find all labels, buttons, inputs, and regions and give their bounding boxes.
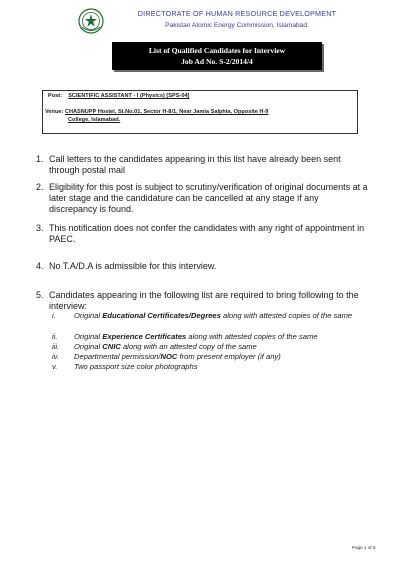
- sub-item-numeral: iii.: [52, 342, 60, 351]
- banner-title: List of Qualified Candidates for Interview: [148, 46, 286, 55]
- venue-row: [45, 109, 268, 116]
- sub-item-numeral: i.: [52, 311, 56, 320]
- post-row: [48, 93, 189, 100]
- venue-label: Venue:: [45, 109, 64, 115]
- item-text: Eligibility for this post is subject to scrutiny/verification of original documents at a later stage and the candidature can be cancelled at any stage if any discrepancy is found.: [49, 182, 368, 214]
- item-text: No T.A/D.A is admissible for this interview.: [49, 261, 217, 271]
- item-text: Candidates appearing in the following list are required to bring following to the interview:: [49, 290, 359, 311]
- sub-item-numeral: iv.: [52, 352, 60, 361]
- sub-item-text: Two passport size color photographs: [74, 362, 198, 371]
- item-number: 1.: [36, 154, 44, 164]
- post-value: SCIENTIFIC ASSISTANT - I (Physics) [SPS-04]: [68, 93, 190, 99]
- sub-item-numeral: v.: [52, 362, 58, 371]
- item-number: 3.: [36, 223, 44, 233]
- item-number: 2.: [36, 182, 44, 192]
- post-label: Post:: [48, 93, 62, 99]
- organization-name: Pakistan Atomic Energy Commission, Islamabad.: [165, 22, 309, 29]
- sub-item-text: Original CNIC along with an attested copy of the same: [74, 342, 257, 351]
- paec-emblem-icon: [78, 8, 104, 34]
- post-venue-box: [42, 90, 358, 134]
- banner-job-ad: Job Ad No. S-2/2014/4: [181, 57, 253, 66]
- sub-item-text: Departmental permission/NOC from present employer (if any): [74, 352, 281, 361]
- venue-value-continued: College, Islamabad.: [68, 117, 121, 123]
- list-title-banner: [112, 42, 322, 70]
- sub-item-text: Original Experience Certificates along with attested copies of the same: [74, 332, 318, 341]
- item-number: 4.: [36, 261, 44, 271]
- item-number: 5.: [36, 290, 44, 300]
- sub-item-numeral: ii.: [52, 332, 58, 341]
- venue-value: CHASNUPP Hostel, St.No.01, Sector H-8/1, Near Jamia Salphia, Opposite H-9: [64, 109, 269, 115]
- sub-item-text: Original Educational Certificates/Degrees along with attested copies of the same: [74, 311, 353, 320]
- directorate-title: DIRECTORATE OF HUMAN RESOURCE DEVELOPMENT: [137, 9, 337, 18]
- item-text: Call letters to the candidates appearing in this list have already been sent through postal mail: [49, 154, 341, 175]
- item-text: This notification does not confer the candidates with any right of appointment in PAEC.: [49, 223, 365, 244]
- page-number: Page 1 of 6: [352, 545, 376, 550]
